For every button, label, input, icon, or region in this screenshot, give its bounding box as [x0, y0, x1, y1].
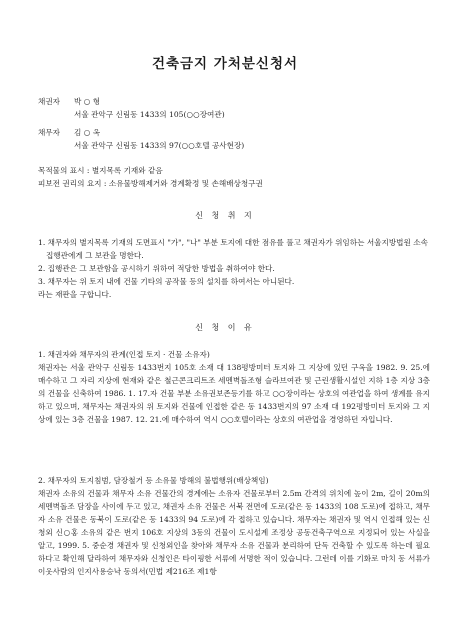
purpose-item-2: 2. 집행관은 그 보관함을 공시하기 위하여 적당한 방법을 취하여야 한다. [38, 264, 275, 273]
object-statement: 목적물의 표시 : 별지목록 기재와 같음 [38, 166, 163, 175]
purpose-list [38, 236, 430, 301]
reasons-heading: 신 청 이 유 [195, 323, 255, 332]
rights-statement: 피보전 권리의 요지 : 소유물방해제거와 경계확정 및 손해배상청구권 [38, 179, 263, 188]
creditor-name: 박 ○ 형 [74, 97, 101, 106]
purpose-item-1: 1. 채무자의 별지목록 기재의 도면표시 "가", "나" 부분 토지에 대한 점유를 풀고 채권자가 위임하는 서울지방법원 소속 집행관에게 그 보관을 명한다. [38, 238, 428, 260]
section-2-body: 채권자 소유의 건물과 채무자 소유 건물간의 경계에는 소유자 건물로부터 2.5m 간격의 위치에 높이 2m, 길이 20m의 세멘벽돌조 담장을 사이에 두고 있고, 채권자 소유 건물은 서북 전면에 도로(같은 동 1433의 108 도로)에 접하고, 채무자 소유 건물은 동북이 도로(같은 동 1433의 94 도로)에 각 접하고 있습니다. 채무자는 채권자 및 역시 인접해 있는 신청외 신○홍 소유의 같은 번지 106호 지상의 3동의 건물이 도시설계 조정상 공동건축구역으로 지정되어 있는 사실을 알고, 1999. 5. 중순경 채권자 및 신청외인을 찾아와 채무자 소유 건물과 분리하여 단독 건축할 수 있도록 하는데 필요하다고 확인해 달라하여 채무자와 신청인은 타이핑한 서류에 서명한 적이 있습니다. 그런데 이를 기화로 마치 동 서류가 이웃사람의 인지사용승낙 동의서(민법 제216조 제1항 [38, 489, 430, 576]
creditor-block [38, 95, 430, 121]
debtor-address: 서울 관악구 신림동 1433의 97(○○호텔 공사현장) [74, 141, 245, 150]
debtor-block [38, 126, 430, 152]
debtor-label: 채무자 [38, 128, 61, 137]
claim-summary [38, 164, 430, 190]
reasons-section-2 [38, 474, 430, 578]
purpose-closing: 라는 재판을 구합니다. [38, 290, 112, 299]
creditor-label: 채권자 [38, 97, 61, 106]
creditor-address: 서울 관악구 신림동 1433의 105(○○장여관) [74, 110, 225, 119]
reasons-section-1 [38, 348, 430, 426]
purpose-heading: 신 청 취 지 [195, 211, 255, 220]
section-1-title: 1. 채권자와 채무자의 관계(인접 토지 · 건물 소유자) [38, 350, 210, 359]
section-2-title: 2. 채무자의 토지침범, 담장철거 등 소유물 방해의 불법행위(배상책임) [38, 476, 269, 485]
debtor-name: 김 ○ 옥 [74, 128, 101, 137]
document-title: 건축금지 가처분신청서 [151, 56, 299, 72]
purpose-item-3: 3. 채무자는 위 토지 내에 건물 기타의 공작물 등의 설치를 하여서는 아니된다. [38, 277, 295, 286]
section-1-body: 채권자는 서울 관악구 신림동 1433번지 105호 소재 대 138평방미터 토지와 그 지상에 있던 구옥을 1982. 9. 25.에 매수하고 그 자리 지상에 현재와 같은 철근콘크리트조 세멘벽돌조형 슬라브여관 및 근린생활시설인 지하 1층 지상 3층의 건물을 신축하여 1986. 1. 17.자 건물 부분 소유권보존등기를 하고 ○○장이라는 상호의 여관업을 하여 생계를 유지하고 있으며, 채무자는 채권자의 위 토지와 건물에 인접한 같은 동 1433번지의 97 소재 대 192평방미터 토지와 그 지상에 있는 3층 건물을 1987. 12. 21.에 매수하여 역시 ○○호텔이라는 상호의 여관업을 경영하던 자입니다. [38, 363, 430, 424]
